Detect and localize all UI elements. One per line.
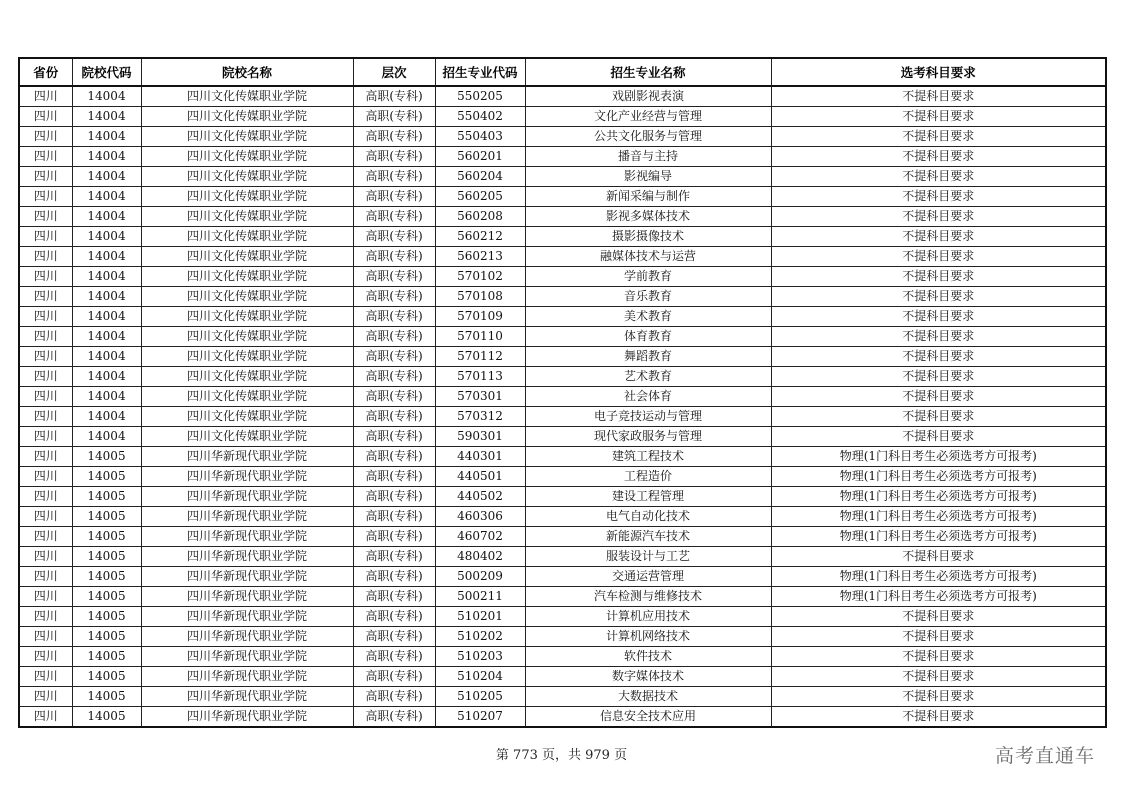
cell-major-code: 550403 (435, 127, 525, 147)
cell-province: 四川 (19, 247, 72, 267)
cell-school-code: 14005 (72, 647, 141, 667)
cell-major-name: 影视编导 (525, 167, 771, 187)
cell-school-name: 四川文化传媒职业学院 (141, 227, 353, 247)
table-row (19, 327, 1106, 347)
cell-level: 高职(专科) (353, 327, 435, 347)
cell-school-code: 14004 (72, 147, 141, 167)
cell-level: 高职(专科) (353, 647, 435, 667)
cell-major-name: 体育教育 (525, 327, 771, 347)
cell-level: 高职(专科) (353, 387, 435, 407)
cell-level: 高职(专科) (353, 707, 435, 728)
cell-subject-requirement: 物理(1门科目考生必须选考方可报考) (771, 527, 1106, 547)
cell-province: 四川 (19, 447, 72, 467)
table-row (19, 667, 1106, 687)
table-row (19, 167, 1106, 187)
cell-school-name: 四川华新现代职业学院 (141, 507, 353, 527)
cell-school-code: 14005 (72, 447, 141, 467)
cell-major-name: 学前教育 (525, 267, 771, 287)
cell-province: 四川 (19, 86, 72, 107)
cell-major-name: 艺术教育 (525, 367, 771, 387)
cell-school-name: 四川文化传媒职业学院 (141, 107, 353, 127)
cell-major-name: 音乐教育 (525, 287, 771, 307)
table-row (19, 407, 1106, 427)
table-row (19, 547, 1106, 567)
table-row (19, 527, 1106, 547)
cell-subject-requirement: 不提科目要求 (771, 207, 1106, 227)
cell-school-code: 14005 (72, 587, 141, 607)
cell-major-name: 建设工程管理 (525, 487, 771, 507)
cell-subject-requirement: 物理(1门科目考生必须选考方可报考) (771, 587, 1106, 607)
cell-school-name: 四川文化传媒职业学院 (141, 367, 353, 387)
cell-major-name: 服装设计与工艺 (525, 547, 771, 567)
cell-subject-requirement: 不提科目要求 (771, 307, 1106, 327)
cell-level: 高职(专科) (353, 227, 435, 247)
cell-major-code: 510205 (435, 687, 525, 707)
cell-school-code: 14005 (72, 607, 141, 627)
cell-school-name: 四川华新现代职业学院 (141, 707, 353, 728)
cell-major-code: 560212 (435, 227, 525, 247)
table-body (19, 86, 1106, 727)
table-row (19, 467, 1106, 487)
cell-major-code: 510207 (435, 707, 525, 728)
cell-province: 四川 (19, 527, 72, 547)
cell-major-name: 摄影摄像技术 (525, 227, 771, 247)
cell-subject-requirement: 不提科目要求 (771, 327, 1106, 347)
cell-level: 高职(专科) (353, 367, 435, 387)
cell-school-name: 四川文化传媒职业学院 (141, 307, 353, 327)
cell-subject-requirement: 物理(1门科目考生必须选考方可报考) (771, 507, 1106, 527)
cell-subject-requirement: 不提科目要求 (771, 427, 1106, 447)
cell-major-code: 500211 (435, 587, 525, 607)
cell-school-name: 四川华新现代职业学院 (141, 587, 353, 607)
cell-school-name: 四川华新现代职业学院 (141, 667, 353, 687)
cell-major-name: 新闻采编与制作 (525, 187, 771, 207)
table-header-row (19, 58, 1106, 86)
cell-major-name: 社会体育 (525, 387, 771, 407)
cell-subject-requirement: 物理(1门科目考生必须选考方可报考) (771, 567, 1106, 587)
cell-school-code: 14004 (72, 267, 141, 287)
cell-subject-requirement: 不提科目要求 (771, 707, 1106, 728)
column-header-major-code: 招生专业代码 (435, 58, 525, 86)
cell-school-code: 14004 (72, 127, 141, 147)
cell-subject-requirement: 不提科目要求 (771, 667, 1106, 687)
cell-school-code: 14004 (72, 287, 141, 307)
cell-school-name: 四川华新现代职业学院 (141, 567, 353, 587)
cell-school-name: 四川文化传媒职业学院 (141, 127, 353, 147)
cell-subject-requirement: 不提科目要求 (771, 347, 1106, 367)
column-header-major-name: 招生专业名称 (525, 58, 771, 86)
cell-subject-requirement: 不提科目要求 (771, 127, 1106, 147)
cell-major-code: 440301 (435, 447, 525, 467)
table-row (19, 107, 1106, 127)
cell-level: 高职(专科) (353, 307, 435, 327)
cell-subject-requirement: 物理(1门科目考生必须选考方可报考) (771, 447, 1106, 467)
table-row (19, 147, 1106, 167)
table-row (19, 287, 1106, 307)
cell-school-code: 14005 (72, 487, 141, 507)
cell-province: 四川 (19, 487, 72, 507)
watermark-logo-text: 高考直通车 (994, 745, 1095, 767)
cell-level: 高职(专科) (353, 667, 435, 687)
cell-major-code: 570110 (435, 327, 525, 347)
cell-province: 四川 (19, 107, 72, 127)
cell-major-name: 计算机网络技术 (525, 627, 771, 647)
cell-subject-requirement: 不提科目要求 (771, 247, 1106, 267)
cell-school-code: 14005 (72, 467, 141, 487)
cell-school-code: 14004 (72, 387, 141, 407)
cell-school-code: 14005 (72, 527, 141, 547)
cell-school-name: 四川文化传媒职业学院 (141, 147, 353, 167)
cell-school-code: 14004 (72, 407, 141, 427)
cell-level: 高职(专科) (353, 147, 435, 167)
cell-level: 高职(专科) (353, 127, 435, 147)
cell-subject-requirement: 不提科目要求 (771, 107, 1106, 127)
cell-major-code: 550205 (435, 86, 525, 107)
cell-province: 四川 (19, 367, 72, 387)
table-row (19, 447, 1106, 467)
cell-major-code: 460702 (435, 527, 525, 547)
cell-major-name: 融媒体技术与运营 (525, 247, 771, 267)
column-header-subject-requirement: 选考科目要求 (771, 58, 1106, 86)
table-row (19, 567, 1106, 587)
cell-major-name: 美术教育 (525, 307, 771, 327)
cell-province: 四川 (19, 147, 72, 167)
cell-major-code: 570312 (435, 407, 525, 427)
page-number: 第 773 页，共 979 页 (495, 748, 628, 763)
cell-school-code: 14004 (72, 347, 141, 367)
cell-major-code: 560213 (435, 247, 525, 267)
cell-subject-requirement: 不提科目要求 (771, 547, 1106, 567)
cell-level: 高职(专科) (353, 567, 435, 587)
cell-level: 高职(专科) (353, 607, 435, 627)
cell-school-name: 四川华新现代职业学院 (141, 627, 353, 647)
cell-level: 高职(专科) (353, 267, 435, 287)
cell-school-code: 14005 (72, 567, 141, 587)
table-row (19, 487, 1106, 507)
cell-major-code: 560201 (435, 147, 525, 167)
cell-subject-requirement: 不提科目要求 (771, 227, 1106, 247)
table-row (19, 267, 1106, 287)
cell-school-name: 四川文化传媒职业学院 (141, 247, 353, 267)
cell-school-code: 14004 (72, 227, 141, 247)
table-row (19, 687, 1106, 707)
table-row (19, 707, 1106, 728)
cell-school-code: 14005 (72, 667, 141, 687)
cell-major-code: 500209 (435, 567, 525, 587)
cell-level: 高职(专科) (353, 467, 435, 487)
cell-major-code: 460306 (435, 507, 525, 527)
cell-subject-requirement: 不提科目要求 (771, 287, 1106, 307)
cell-subject-requirement: 不提科目要求 (771, 167, 1106, 187)
cell-school-code: 14004 (72, 247, 141, 267)
table-row (19, 587, 1106, 607)
cell-school-code: 14005 (72, 627, 141, 647)
cell-province: 四川 (19, 707, 72, 728)
cell-subject-requirement: 不提科目要求 (771, 607, 1106, 627)
cell-subject-requirement: 不提科目要求 (771, 267, 1106, 287)
cell-province: 四川 (19, 647, 72, 667)
cell-school-name: 四川文化传媒职业学院 (141, 347, 353, 367)
column-header-province: 省份 (19, 58, 72, 86)
cell-major-code: 510201 (435, 607, 525, 627)
cell-major-name: 计算机应用技术 (525, 607, 771, 627)
cell-major-code: 570112 (435, 347, 525, 367)
cell-major-code: 570102 (435, 267, 525, 287)
column-header-level: 层次 (353, 58, 435, 86)
cell-school-code: 14004 (72, 86, 141, 107)
cell-province: 四川 (19, 287, 72, 307)
cell-province: 四川 (19, 387, 72, 407)
cell-subject-requirement: 不提科目要求 (771, 407, 1106, 427)
cell-province: 四川 (19, 667, 72, 687)
cell-school-code: 14005 (72, 707, 141, 728)
admission-table-container (18, 57, 1105, 728)
cell-school-name: 四川华新现代职业学院 (141, 607, 353, 627)
column-header-school-name: 院校名称 (141, 58, 353, 86)
cell-level: 高职(专科) (353, 487, 435, 507)
cell-level: 高职(专科) (353, 107, 435, 127)
table-row (19, 507, 1106, 527)
table-row (19, 367, 1106, 387)
cell-school-name: 四川华新现代职业学院 (141, 547, 353, 567)
cell-school-name: 四川文化传媒职业学院 (141, 187, 353, 207)
table-row (19, 247, 1106, 267)
cell-level: 高职(专科) (353, 247, 435, 267)
table-row (19, 427, 1106, 447)
cell-major-code: 480402 (435, 547, 525, 567)
cell-level: 高职(专科) (353, 407, 435, 427)
cell-school-name: 四川文化传媒职业学院 (141, 287, 353, 307)
cell-major-name: 建筑工程技术 (525, 447, 771, 467)
cell-school-code: 14004 (72, 167, 141, 187)
cell-school-code: 14005 (72, 687, 141, 707)
table-row (19, 607, 1106, 627)
cell-province: 四川 (19, 167, 72, 187)
cell-major-name: 文化产业经营与管理 (525, 107, 771, 127)
cell-school-code: 14005 (72, 507, 141, 527)
cell-major-name: 交通运营管理 (525, 567, 771, 587)
cell-province: 四川 (19, 567, 72, 587)
cell-province: 四川 (19, 267, 72, 287)
cell-major-code: 510202 (435, 627, 525, 647)
table-row (19, 127, 1106, 147)
cell-school-name: 四川文化传媒职业学院 (141, 167, 353, 187)
cell-major-name: 新能源汽车技术 (525, 527, 771, 547)
cell-level: 高职(专科) (353, 627, 435, 647)
cell-school-name: 四川文化传媒职业学院 (141, 427, 353, 447)
cell-major-name: 数字媒体技术 (525, 667, 771, 687)
cell-level: 高职(专科) (353, 507, 435, 527)
cell-subject-requirement: 不提科目要求 (771, 387, 1106, 407)
cell-school-code: 14004 (72, 307, 141, 327)
cell-major-code: 590301 (435, 427, 525, 447)
cell-school-name: 四川文化传媒职业学院 (141, 387, 353, 407)
cell-school-name: 四川文化传媒职业学院 (141, 327, 353, 347)
cell-school-name: 四川华新现代职业学院 (141, 487, 353, 507)
cell-major-name: 公共文化服务与管理 (525, 127, 771, 147)
cell-province: 四川 (19, 547, 72, 567)
cell-level: 高职(专科) (353, 527, 435, 547)
cell-major-name: 电子竞技运动与管理 (525, 407, 771, 427)
cell-school-code: 14004 (72, 367, 141, 387)
cell-province: 四川 (19, 187, 72, 207)
cell-major-code: 570113 (435, 367, 525, 387)
cell-school-name: 四川华新现代职业学院 (141, 467, 353, 487)
cell-subject-requirement: 物理(1门科目考生必须选考方可报考) (771, 467, 1106, 487)
cell-province: 四川 (19, 627, 72, 647)
cell-subject-requirement: 不提科目要求 (771, 187, 1106, 207)
cell-school-code: 14005 (72, 547, 141, 567)
cell-level: 高职(专科) (353, 347, 435, 367)
table-row (19, 647, 1106, 667)
cell-province: 四川 (19, 207, 72, 227)
cell-major-name: 汽车检测与维修技术 (525, 587, 771, 607)
table-row (19, 86, 1106, 107)
cell-school-name: 四川华新现代职业学院 (141, 687, 353, 707)
cell-major-name: 软件技术 (525, 647, 771, 667)
cell-major-code: 570301 (435, 387, 525, 407)
cell-province: 四川 (19, 467, 72, 487)
table-row (19, 227, 1106, 247)
cell-level: 高职(专科) (353, 427, 435, 447)
cell-subject-requirement: 不提科目要求 (771, 367, 1106, 387)
cell-major-name: 舞蹈教育 (525, 347, 771, 367)
cell-major-code: 560205 (435, 187, 525, 207)
cell-level: 高职(专科) (353, 167, 435, 187)
table-row (19, 387, 1106, 407)
cell-level: 高职(专科) (353, 187, 435, 207)
cell-province: 四川 (19, 347, 72, 367)
cell-province: 四川 (19, 127, 72, 147)
cell-school-name: 四川文化传媒职业学院 (141, 407, 353, 427)
cell-major-code: 570109 (435, 307, 525, 327)
cell-level: 高职(专科) (353, 207, 435, 227)
cell-major-code: 440502 (435, 487, 525, 507)
table-row (19, 627, 1106, 647)
cell-subject-requirement: 物理(1门科目考生必须选考方可报考) (771, 487, 1106, 507)
table-row (19, 307, 1106, 327)
table-row (19, 187, 1106, 207)
cell-province: 四川 (19, 507, 72, 527)
cell-school-code: 14004 (72, 207, 141, 227)
cell-province: 四川 (19, 327, 72, 347)
cell-level: 高职(专科) (353, 86, 435, 107)
cell-school-name: 四川华新现代职业学院 (141, 527, 353, 547)
cell-province: 四川 (19, 587, 72, 607)
cell-major-code: 570108 (435, 287, 525, 307)
cell-level: 高职(专科) (353, 587, 435, 607)
cell-major-code: 560204 (435, 167, 525, 187)
cell-major-name: 戏剧影视表演 (525, 86, 771, 107)
cell-school-name: 四川华新现代职业学院 (141, 447, 353, 467)
cell-subject-requirement: 不提科目要求 (771, 647, 1106, 667)
cell-school-name: 四川文化传媒职业学院 (141, 207, 353, 227)
cell-school-code: 14004 (72, 107, 141, 127)
cell-subject-requirement: 不提科目要求 (771, 147, 1106, 167)
cell-level: 高职(专科) (353, 287, 435, 307)
cell-level: 高职(专科) (353, 447, 435, 467)
cell-province: 四川 (19, 307, 72, 327)
cell-major-code: 510204 (435, 667, 525, 687)
cell-major-code: 510203 (435, 647, 525, 667)
cell-subject-requirement: 不提科目要求 (771, 86, 1106, 107)
column-header-school-code: 院校代码 (72, 58, 141, 86)
cell-province: 四川 (19, 607, 72, 627)
cell-province: 四川 (19, 687, 72, 707)
cell-school-name: 四川华新现代职业学院 (141, 647, 353, 667)
cell-school-name: 四川文化传媒职业学院 (141, 267, 353, 287)
cell-major-code: 560208 (435, 207, 525, 227)
cell-major-name: 现代家政服务与管理 (525, 427, 771, 447)
cell-province: 四川 (19, 427, 72, 447)
cell-school-code: 14004 (72, 427, 141, 447)
admission-table (18, 57, 1107, 728)
cell-major-code: 550402 (435, 107, 525, 127)
cell-school-code: 14004 (72, 187, 141, 207)
cell-major-name: 影视多媒体技术 (525, 207, 771, 227)
cell-province: 四川 (19, 227, 72, 247)
cell-level: 高职(专科) (353, 687, 435, 707)
cell-school-name: 四川文化传媒职业学院 (141, 86, 353, 107)
cell-major-name: 播音与主持 (525, 147, 771, 167)
cell-major-code: 440501 (435, 467, 525, 487)
cell-level: 高职(专科) (353, 547, 435, 567)
table-row (19, 207, 1106, 227)
cell-major-name: 电气自动化技术 (525, 507, 771, 527)
cell-subject-requirement: 不提科目要求 (771, 687, 1106, 707)
cell-major-name: 大数据技术 (525, 687, 771, 707)
table-row (19, 347, 1106, 367)
cell-province: 四川 (19, 407, 72, 427)
cell-major-name: 工程造价 (525, 467, 771, 487)
cell-subject-requirement: 不提科目要求 (771, 627, 1106, 647)
cell-major-name: 信息安全技术应用 (525, 707, 771, 728)
cell-school-code: 14004 (72, 327, 141, 347)
